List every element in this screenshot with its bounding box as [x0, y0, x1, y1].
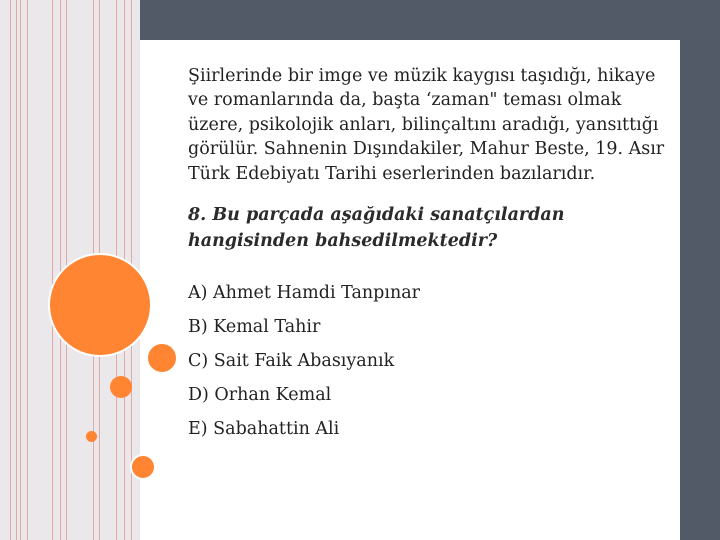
stripe-line: [27, 0, 28, 540]
slide-content: [188, 64, 668, 446]
stripe-line: [20, 0, 21, 540]
option-e: E) Sabahattin Ali: [188, 419, 340, 440]
option-a: A) Ahmet Hamdi Tanpınar: [188, 283, 421, 304]
stripe-line: [52, 0, 53, 540]
large-circle-decoration: [48, 253, 152, 357]
tiny-circle-decoration: [86, 431, 97, 442]
stripe-line: [16, 0, 17, 540]
small-circle-decoration: [110, 376, 132, 398]
medium-circle-decoration: [146, 342, 178, 374]
answer-options-list: [188, 276, 668, 446]
question-text: 8. Bu parçada aşağıdaki sanatçılardan hangisinden bahsedilmektedir?: [188, 205, 565, 252]
reading-paragraph: Şiirlerinde bir imge ve müzik kaygısı taşıdığı, hikaye ve romanlarında da, başta ‘zaman" teması olmak üzere, psikolojik anları, bilinçaltını aradığı, yansıttığı görülür. Sahnenin Dışındakiler, Mahur Beste, 19. Asır Türk Edebiyatı Tarihi eserlerinden bazılarıdır.: [188, 66, 665, 184]
option-b: B) Kemal Tahir: [188, 317, 321, 338]
option-c: C) Sait Faik Abasıyanık: [188, 351, 395, 372]
stripe-line: [10, 0, 11, 540]
small-ring-circle-decoration: [130, 454, 156, 480]
option-d: D) Orhan Kemal: [188, 385, 332, 406]
